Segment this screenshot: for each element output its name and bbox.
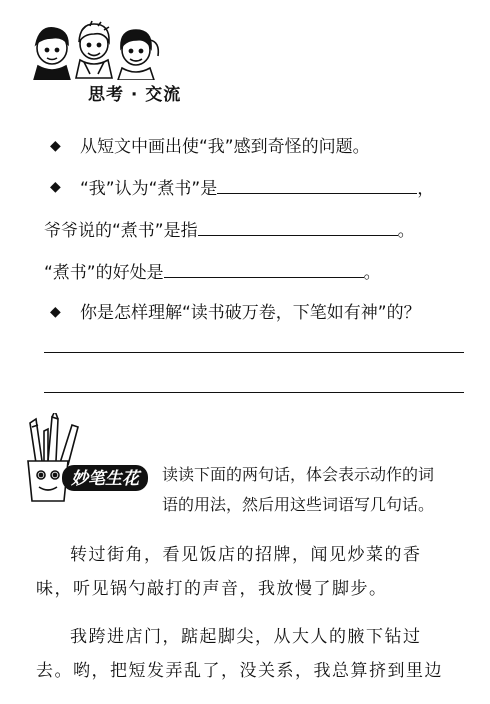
section-title: 思考 · 交流 [88, 85, 182, 105]
instruction-line-2: 语的用法，然后用这些词语写几句话。 [162, 495, 435, 514]
diamond-bullet-icon: ◆ [50, 138, 61, 154]
fill-in-blank[interactable] [217, 192, 417, 194]
pen-holder-badge-icon [22, 413, 150, 505]
passage-paragraph-2-line-2: 去。哟，把短发弄乱了，没关系，我总算挤到里边 [36, 661, 443, 681]
fill-in-blank[interactable] [164, 276, 364, 278]
question-2c-prefix: “煮书”的好处是 [44, 263, 164, 283]
question-3-text: 你是怎样理解“读书破万卷，下笔如有神”的？ [80, 303, 421, 323]
diamond-bullet-icon: ◆ [50, 179, 61, 195]
question-2-suffix: ， [417, 179, 435, 199]
diamond-bullet-icon: ◆ [50, 304, 61, 320]
kids-illustration-icon [24, 18, 164, 80]
badge-text: 妙笔生花 [71, 469, 139, 488]
question-2b-suffix: 。 [397, 221, 415, 241]
passage-paragraph-2-line-1: 我跨进店门，踮起脚尖，从大人的腋下钻过 [70, 627, 422, 647]
question-2c-suffix: 。 [363, 263, 381, 283]
question-2b-prefix: 爷爷说的“煮书”是指 [44, 221, 198, 241]
passage-paragraph-1-line-1: 转过街角，看见饭店的招牌，闻见炒菜的香 [70, 545, 422, 565]
answer-line[interactable] [44, 392, 464, 393]
question-2-line-3 [44, 258, 381, 283]
answer-line[interactable] [44, 352, 464, 353]
question-2-line-1 [80, 174, 434, 199]
question-2-line-2 [44, 216, 415, 241]
question-1-text: 从短文中画出使“我”感到奇怪的问题。 [80, 137, 370, 157]
passage-paragraph-1-line-2: 味，听见锅勺敲打的声音，我放慢了脚步。 [36, 579, 388, 599]
question-2-prefix: “我”认为“煮书”是 [80, 179, 218, 199]
instruction-line-1: 读读下面的两句话，体会表示动作的词 [162, 465, 435, 484]
fill-in-blank[interactable] [198, 234, 398, 236]
